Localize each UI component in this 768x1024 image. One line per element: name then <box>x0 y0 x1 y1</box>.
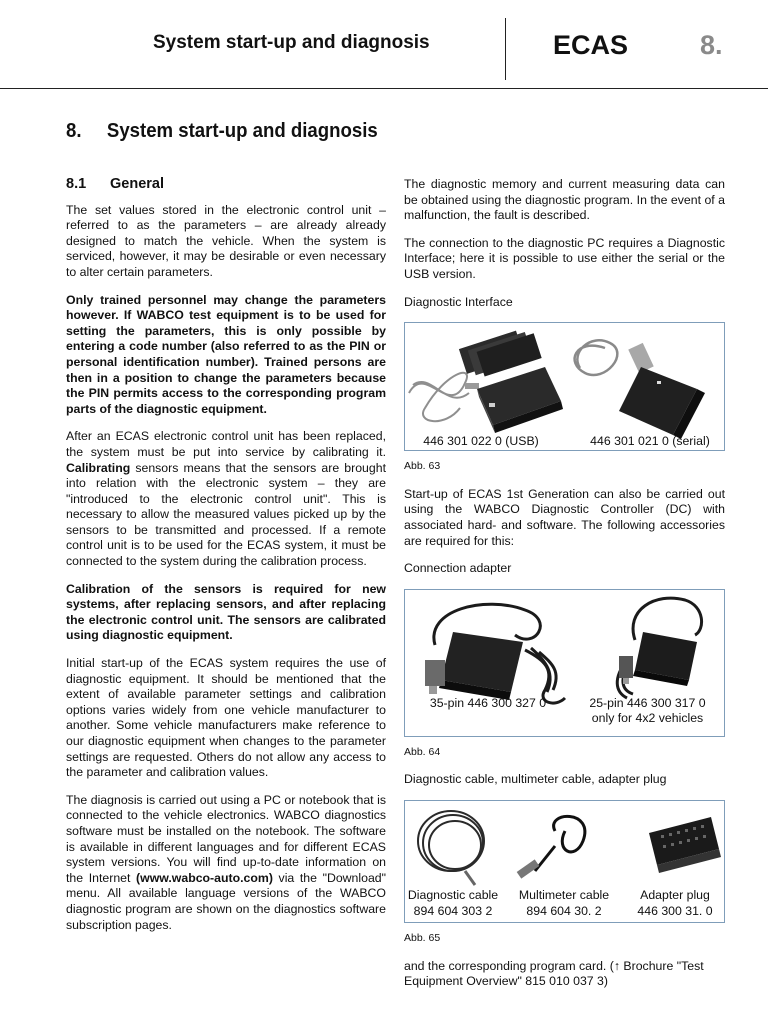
multimeter-cable-name: Multimeter cable <box>518 887 610 902</box>
section-title: General <box>110 176 164 192</box>
figure-64-caption: Connection adapter <box>404 561 512 576</box>
paragraph-diagnosis <box>66 793 386 933</box>
calibrating-term: Calibrating <box>66 460 131 475</box>
right-column <box>404 177 725 990</box>
diagnostic-cable-part-number: 894 604 303 2 <box>413 903 493 918</box>
figure-64-number: Abb. 64 <box>404 745 441 758</box>
figure-65-label-multimeter-cable <box>509 888 619 919</box>
figure-64-label-35pin: 35-pin 446 300 327 0 <box>429 695 547 710</box>
header-divider <box>505 18 506 80</box>
diagnosis-text-a: The diagnosis is carried out using a PC or notebook that is connected to the vehicle electronics. WABCO diagnostics software must be installed on the notebook. The software is available in different languages and for different ECAS system versions. You will find up-to-date information on the Internet <box>66 792 386 885</box>
header-title: System start-up and diagnosis <box>153 32 430 53</box>
figure-64-label-25pin-note: only for 4x2 vehicles <box>591 711 704 726</box>
section-number: 8.1 <box>66 176 87 192</box>
multimeter-cable-part-number: 894 604 30. 2 <box>526 903 602 918</box>
paragraph-initial-startup: Initial start-up of the ECAS system requires the use of diagnostic equipment. It should be mentioned that the extent of available parameter settings and calibration options varies widely from one vehicle manufacturer to another. Some vehicle manufacturers make reference to our diagnostic equipment when changes to the parameter settings are requested. Others do not allow any access to the parameter and calibration values. <box>66 656 386 780</box>
figure-65-label-diagnostic-cable <box>405 888 501 919</box>
paragraph-diagnostic-memory: The diagnostic memory and current measuring data can be obtained using the diagnostic program. In the event of a malfunction, the fault is described. <box>404 177 725 223</box>
calibrating-text-b: sensors means that the sensors are brought into relation with the electronic system – they are "introduced to the electronic control unit". This is necessary to allow the measured values picked up by the sensors to be transmitted and processed. If a remote control unit is to be used for the ECAS system, it must be connected to the system during the calibration process. <box>66 460 386 569</box>
website-link[interactable]: (www.wabco-auto.com) <box>136 870 273 885</box>
adapter-plug-part-number: 446 300 31. 0 <box>637 903 713 918</box>
paragraph-diagnostic-pc: The connection to the diagnostic PC requires a Diagnostic Interface; here it is possible to use either the serial or the USB version. <box>404 235 725 281</box>
paragraph-parameters: The set values stored in the electronic control unit – referred to as the parameters – are already already designed to match the vehicle. When the system is serviced, however, it may be desirable or even necessary to alter certain parameters. <box>66 202 386 279</box>
figure-65-number: Abb. 65 <box>404 931 441 944</box>
figure-63-caption: Diagnostic Interface <box>404 294 513 309</box>
paragraph-pin-warning: Only trained personnel may change the parameters however. If WABCO test equipment is to be used for setting the parameters, this is only possible by entering a code number (also referred to as the PIN or personal identification number). Trained persons are then in a position to change the parameters because the PIN permits access to the corresponding program parts of the diagnostic equipment. <box>66 292 386 416</box>
section-heading <box>66 177 386 193</box>
chapter-heading <box>66 120 378 143</box>
diagnostic-interface-photo <box>405 323 726 452</box>
figure-64-connection-adapter <box>404 589 725 737</box>
figure-65-label-adapter-plug <box>625 888 725 919</box>
left-column <box>66 177 386 945</box>
diagnostic-cable-name: Diagnostic cable <box>407 887 499 902</box>
figure-65-caption: Diagnostic cable, multimeter cable, adapter plug <box>404 772 667 787</box>
figure-63-diagnostic-interface <box>404 322 725 451</box>
header-chapter-number: 8. <box>700 30 723 60</box>
figure-64-label-25pin-part-number: 25-pin 446 300 317 0 <box>589 695 706 710</box>
paragraph-ecas-first-generation: Start-up of ECAS 1st Generation can also be carried out using the WABCO Diagnostic Controller (DC) with associated hard- and software. The following accessories are required for this: <box>404 486 725 548</box>
paragraph-calibrating <box>66 429 386 569</box>
figure-63-label-serial: 446 301 021 0 (serial) <box>590 434 710 449</box>
diagnosis-text-b: via the "Download" menu. All available language versions of the WABCO diagnostic program are shown on the diagnostics software subscription pages. <box>66 870 387 932</box>
adapter-plug-name: Adapter plug <box>640 887 710 902</box>
chapter-number: 8. <box>66 120 82 142</box>
paragraph-calibration-required: Calibration of the sensors is required for new systems, after replacing sensors, and after replacing the electronic control unit. The sensors are calibrated using diagnostic equipment. <box>66 581 386 643</box>
figure-63-label-usb: 446 301 022 0 (USB) <box>423 434 539 449</box>
figure-64-label-25pin <box>575 696 720 727</box>
header-brand: ECAS <box>553 30 629 60</box>
paragraph-program-card: and the corresponding program card. (↑ Brochure "Test Equipment Overview" 815 010 037 3) <box>404 958 704 989</box>
header-rule <box>0 88 768 89</box>
figure-65-cables <box>404 800 725 923</box>
calibrating-text-a: After an ECAS electronic control unit has been replaced, the system must be put into service by calibrating it. <box>66 429 386 459</box>
chapter-title: System start-up and diagnosis <box>106 120 378 142</box>
figure-63-number: Abb. 63 <box>404 460 441 473</box>
